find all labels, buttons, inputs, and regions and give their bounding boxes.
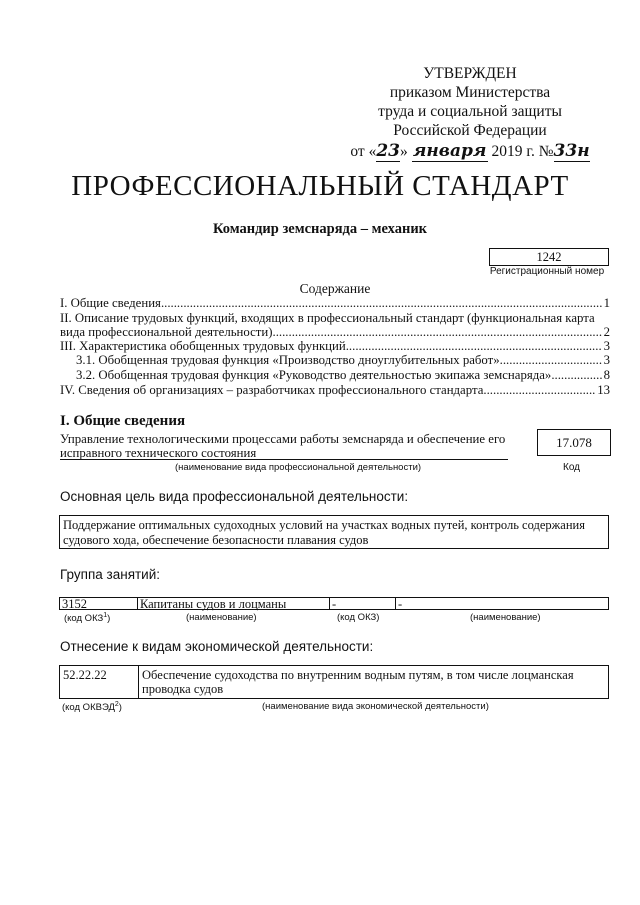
activity-caption: (наименование вида профессиональной деятельности) bbox=[175, 462, 422, 473]
occupation-name-cell: Капитаны судов и лоцманы bbox=[137, 597, 329, 610]
document-title: ПРОФЕССИОНАЛЬНЫЙ СТАНДАРТ bbox=[71, 170, 569, 202]
approval-line-2: приказом Министерства bbox=[389, 84, 551, 101]
toc-item[interactable]: 3.2. Обобщенная трудовая функция «Руководство деятельностью экипажа земснаряда» ..... 8 bbox=[76, 368, 610, 383]
goal-text: Поддержание оптимальных судоходных условий на участках водных путей, контроль содержания судового хода, обеспечение безопасности плавания судов bbox=[59, 515, 609, 549]
order-number: 33н bbox=[553, 141, 590, 161]
standard-name: Командир земснаряда – механик bbox=[212, 221, 428, 237]
occupation-code-cell: 3152 bbox=[59, 597, 137, 610]
date-prefix: от « bbox=[350, 143, 377, 160]
goal-label: Основная цель вида профессиональной деятельности: bbox=[60, 489, 409, 504]
econ-name-cell: Обеспечение судоходства по внутренним водным путям, в том числе лоцманская проводка судов bbox=[139, 665, 609, 699]
activity-name: Управление технологическими процессами работы земснаряда и обеспечение его исправного технического состояния bbox=[60, 432, 506, 460]
activity-code: 17.078 bbox=[537, 429, 611, 456]
section-heading: I. Общие сведения bbox=[60, 413, 186, 429]
toc-item[interactable]: вида профессиональной деятельности) ..... 2 bbox=[60, 325, 610, 340]
contents-heading: Содержание bbox=[299, 281, 371, 296]
econ-code-cell: 52.22.22 bbox=[59, 665, 139, 699]
approval-line-1: УТВЕРЖДЕН bbox=[423, 65, 517, 82]
toc-item[interactable]: III. Характеристика обобщенных трудовых функций ..... 3 bbox=[60, 339, 610, 354]
occupation-name-caption: (наименование) bbox=[186, 612, 257, 623]
divider bbox=[60, 459, 508, 460]
code-label: Код bbox=[563, 462, 581, 473]
occupations-table bbox=[59, 597, 609, 610]
date-mid: » bbox=[400, 143, 408, 160]
approval-line-3: труда и социальной защиты bbox=[378, 103, 562, 120]
toc-item[interactable]: 3.1. Обобщенная трудовая функция «Производство дноуглубительных работ» ..... 3 bbox=[76, 353, 610, 368]
approval-line-4: Российской Федерации bbox=[393, 122, 547, 139]
toc-item[interactable]: II. Описание трудовых функций, входящих в профессиональный стандарт (функциональная карта bbox=[60, 311, 595, 325]
approval-block bbox=[340, 64, 600, 162]
registration-number: 1242 bbox=[489, 248, 609, 266]
date-month: января bbox=[412, 141, 487, 161]
occupation-name-cell: - bbox=[395, 597, 609, 610]
toc-item[interactable]: I. Общие сведения ..... 1 bbox=[60, 296, 610, 311]
toc-item[interactable]: IV. Сведения об организациях – разработчиках профессионального стандарта ..... 13 bbox=[60, 383, 610, 398]
occupation-name-caption: (наименование) bbox=[470, 612, 541, 623]
econ-label: Отнесение к видам экономической деятельности: bbox=[60, 639, 374, 654]
approval-date-line bbox=[340, 142, 600, 162]
date-year: 2019 г. № bbox=[491, 143, 554, 160]
occupation-code-cell: - bbox=[329, 597, 395, 610]
registration-label: Регистрационный номер bbox=[489, 266, 605, 277]
date-day: 23 bbox=[376, 141, 401, 161]
econ-code-caption: (код ОКВЭД$^2$) bbox=[62, 701, 122, 714]
econ-table bbox=[59, 665, 609, 699]
occupation-code-caption: (код ОКЗ) bbox=[337, 612, 380, 623]
econ-name-caption: (наименование вида экономической деятельности) bbox=[262, 701, 489, 712]
occupation-code-caption: (код ОКЗ$^1$) bbox=[64, 612, 111, 625]
occupations-label: Группа занятий: bbox=[60, 567, 161, 582]
